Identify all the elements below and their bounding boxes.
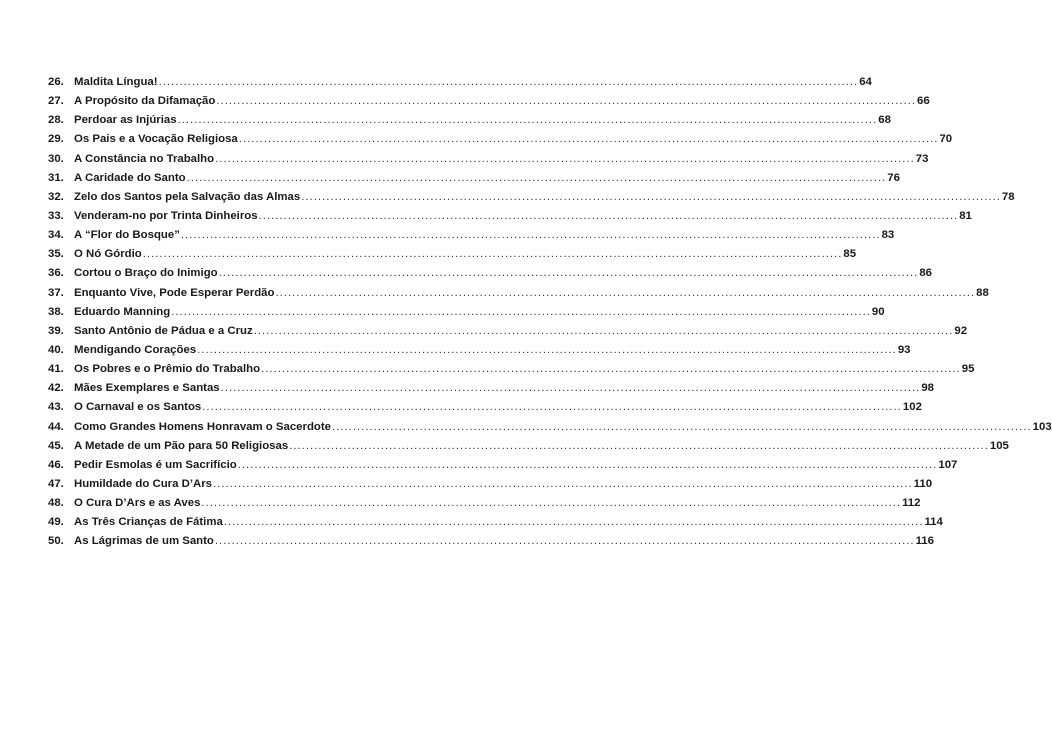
toc-entry-title: Maldita Língua! (74, 76, 158, 88)
toc-entry[interactable] (48, 516, 943, 535)
toc-entry-title: Cortou o Braço do Inimigo (74, 267, 218, 280)
dot-leader (187, 172, 887, 184)
toc-entry-page-number: 73 (915, 152, 929, 165)
toc-entry-page-number: 88 (976, 286, 989, 299)
dot-leader (213, 478, 913, 490)
toc-entry-page-number: 103 (1032, 420, 1052, 433)
toc-entry-number: 47. (48, 477, 64, 490)
toc-entry[interactable] (48, 229, 895, 248)
toc-entry-title: Santo Antônio de Pádua e a Cruz (74, 324, 253, 337)
toc-entry-title: O Carnaval e os Santos (74, 401, 202, 414)
toc-entry-title: A Metade de um Pão para 50 Religiosas (74, 439, 289, 452)
toc-entry[interactable] (48, 248, 857, 267)
toc-entry-number: 39. (48, 324, 64, 337)
toc-entry-page-number: 66 (917, 95, 930, 108)
toc-entry-number: 28. (48, 114, 64, 127)
dot-leader (216, 95, 916, 107)
toc-entry-number: 49. (48, 516, 64, 529)
toc-entry-number: 31. (48, 171, 64, 184)
toc-entry-title: As Três Crianças de Fátima (74, 516, 223, 529)
toc-entry-title: Os Pobres e o Prêmio do Trabalho (74, 363, 261, 376)
toc-entry[interactable] (48, 458, 958, 478)
toc-entry-page-number: 86 (919, 267, 932, 280)
toc-entry-title: Mendigando Corações (74, 343, 197, 356)
toc-entry[interactable] (48, 209, 972, 229)
dot-leader (221, 382, 921, 394)
toc-entry[interactable] (48, 171, 900, 191)
toc-entry-number: 33. (48, 209, 64, 222)
toc-entry-number: 44. (48, 420, 64, 433)
toc-entry-page-number: 90 (871, 305, 885, 318)
toc-entry[interactable] (48, 190, 1015, 210)
dot-leader (332, 421, 1032, 433)
toc-entry-number: 35. (48, 248, 64, 261)
table-of-contents (48, 76, 1052, 555)
toc-entry-title: Enquanto Vive, Pode Esperar Perdão (74, 286, 275, 299)
toc-entry-title: Humildade do Cura D’Ars (74, 477, 212, 490)
toc-entry[interactable] (48, 286, 989, 306)
toc-entry[interactable] (48, 133, 953, 152)
dot-leader (219, 267, 919, 279)
toc-entry-number: 36. (48, 267, 64, 280)
toc-entry-title: Eduardo Manning (74, 305, 171, 318)
toc-entry-number: 29. (48, 133, 64, 146)
dot-leader (159, 76, 859, 88)
toc-entry-page-number: 114 (924, 516, 943, 529)
toc-entry-title: Perdoar as Injúrias (74, 114, 177, 127)
toc-entry-page-number: 64 (859, 76, 872, 88)
dot-leader (275, 287, 975, 299)
toc-entry-title: Venderam-no por Trinta Dinheiros (74, 209, 258, 222)
toc-entry[interactable] (48, 152, 929, 172)
dot-leader (143, 248, 843, 260)
toc-entry[interactable] (48, 535, 934, 554)
dot-leader (254, 325, 954, 337)
toc-entry-page-number: 105 (989, 439, 1009, 452)
toc-entry[interactable] (48, 382, 934, 401)
toc-entry-number: 32. (48, 190, 64, 203)
toc-entry-number: 42. (48, 382, 64, 395)
toc-entry-page-number: 95 (961, 363, 975, 376)
dot-leader (224, 516, 924, 528)
toc-entry-number: 30. (48, 152, 64, 165)
dot-leader (171, 306, 871, 318)
dot-leader (215, 535, 915, 547)
dot-leader (181, 229, 881, 241)
toc-entry-page-number: 76 (887, 171, 900, 184)
toc-entry-title: O Nó Górdio (74, 248, 142, 261)
toc-entry-title: Pedir Esmolas é um Sacrifício (74, 458, 237, 471)
dot-leader (215, 153, 915, 165)
toc-entry-page-number: 78 (1001, 190, 1015, 203)
dot-leader (239, 133, 939, 145)
toc-entry-number: 41. (48, 363, 64, 376)
toc-entry[interactable] (48, 497, 921, 516)
toc-entry-number: 45. (48, 439, 64, 452)
toc-entry-number: 38. (48, 305, 64, 318)
toc-entry[interactable] (48, 305, 885, 325)
toc-entry-title: Zelo dos Santos pela Salvação das Almas (74, 190, 301, 203)
toc-entry-page-number: 81 (959, 209, 972, 222)
toc-entry-number: 48. (48, 497, 64, 510)
toc-entry-title: A Caridade do Santo (74, 171, 186, 184)
toc-entry[interactable] (48, 343, 911, 363)
toc-entry[interactable] (48, 477, 933, 497)
toc-entry[interactable] (48, 114, 891, 133)
dot-leader (178, 114, 878, 126)
dot-leader (301, 191, 1001, 203)
toc-entry-page-number: 83 (881, 229, 895, 242)
toc-entry[interactable] (48, 439, 1009, 459)
toc-entry-page-number: 112 (902, 497, 921, 510)
dot-leader (238, 459, 938, 471)
dot-leader (259, 210, 959, 222)
toc-entry[interactable] (48, 363, 975, 382)
dot-leader (289, 440, 989, 452)
toc-entry-title: Os Pais e a Vocação Religiosa (74, 133, 238, 146)
dot-leader (201, 497, 901, 509)
toc-entry-page-number: 110 (913, 477, 933, 490)
dot-leader (261, 363, 961, 375)
toc-entry-title: Mães Exemplares e Santas (74, 382, 220, 395)
toc-entry[interactable] (48, 76, 872, 95)
toc-entry-number: 40. (48, 343, 64, 356)
toc-entry-page-number: 68 (878, 114, 891, 127)
toc-entry-number: 34. (48, 229, 64, 242)
toc-entry-title: As Lágrimas de um Santo (74, 535, 214, 548)
toc-entry-number: 43. (48, 401, 64, 414)
dot-leader (197, 344, 897, 356)
toc-entry-number: 50. (48, 535, 64, 548)
toc-entry-title: A “Flor do Bosque” (74, 229, 180, 242)
toc-entry-page-number: 102 (902, 401, 922, 414)
toc-entry-number: 27. (48, 95, 64, 108)
toc-entry-number: 37. (48, 286, 64, 299)
toc-entry-page-number: 107 (938, 458, 958, 471)
toc-entry-page-number: 85 (843, 248, 857, 261)
toc-entry-title: A Constância no Trabalho (74, 152, 215, 165)
toc-entry-title: O Cura D’Ars e as Aves (74, 497, 201, 510)
toc-entry-page-number: 92 (954, 324, 968, 337)
toc-entry[interactable] (48, 267, 932, 286)
toc-entry-title: Como Grandes Homens Honravam o Sacerdote (74, 420, 331, 433)
dot-leader (202, 401, 902, 413)
toc-entry[interactable] (48, 324, 968, 344)
toc-entry-title: A Propósito da Difamação (74, 95, 216, 108)
toc-entry-page-number: 70 (939, 133, 953, 146)
toc-entry-page-number: 116 (915, 535, 934, 548)
toc-entry[interactable] (48, 95, 930, 114)
toc-entry-page-number: 98 (921, 382, 934, 395)
toc-entry-number: 46. (48, 458, 64, 471)
toc-entry-number: 26. (48, 76, 64, 88)
toc-entry[interactable] (48, 401, 922, 420)
toc-entry[interactable] (48, 420, 1052, 440)
toc-entry-page-number: 93 (897, 343, 911, 356)
